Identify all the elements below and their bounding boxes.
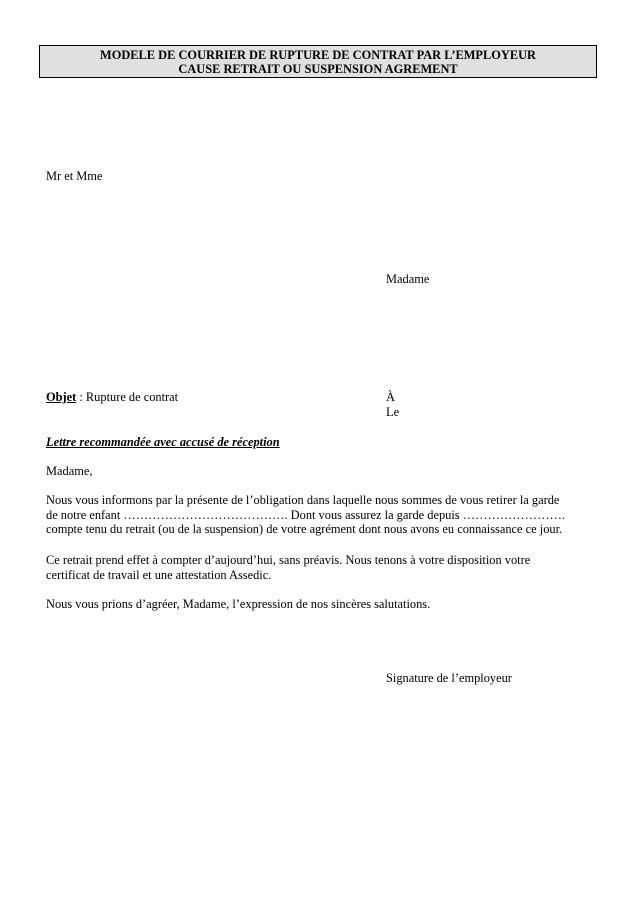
signature-label: Signature de l’employeur	[386, 671, 512, 685]
place-line: À	[386, 390, 395, 404]
object-text: : Rupture de contrat	[76, 390, 179, 404]
body-paragraph-2	[46, 553, 596, 582]
body-paragraph-2-line: certificat de travail et une attestation Assedic.	[46, 567, 272, 582]
body-paragraph-1-line: de notre enfant …………………………………. Dont vous assurez la garde depuis …………………….	[46, 507, 565, 522]
body-paragraph-3-line: Nous vous prions d’agréer, Madame, l’expression de nos sincères salutations.	[46, 597, 431, 611]
object-line	[46, 390, 178, 405]
document-title-box	[39, 45, 597, 78]
body-paragraph-2-line: Ce retrait prend effet à compter d’aujourd’hui, sans préavis. Nous tenons à votre disposition votre	[46, 553, 531, 567]
document-title-line-2: CAUSE RETRAIT OU SUSPENSION AGREMENT	[178, 62, 458, 76]
body-paragraph-1-line: Nous vous informons par la présente de l’obligation dans laquelle nous sommes de vous retirer la garde	[46, 493, 560, 507]
body-paragraph-1	[46, 493, 596, 537]
document-title-line-1: MODELE DE COURRIER DE RUPTURE DE CONTRAT PAR L’EMPLOYEUR	[100, 48, 536, 62]
recipient-name: Madame	[386, 272, 430, 286]
body-paragraph-3	[46, 597, 596, 612]
sender-name: Mr et Mme	[46, 169, 103, 183]
registered-mail-notice: Lettre recommandée avec accusé de réception	[46, 435, 280, 449]
date-line: Le	[386, 405, 400, 419]
object-label: Objet	[46, 390, 77, 404]
body-paragraph-1-line: compte tenu du retrait (ou de la suspension) de votre agrément dont nous avons eu connaissance ce jour.	[46, 522, 563, 536]
salutation: Madame,	[46, 464, 93, 478]
